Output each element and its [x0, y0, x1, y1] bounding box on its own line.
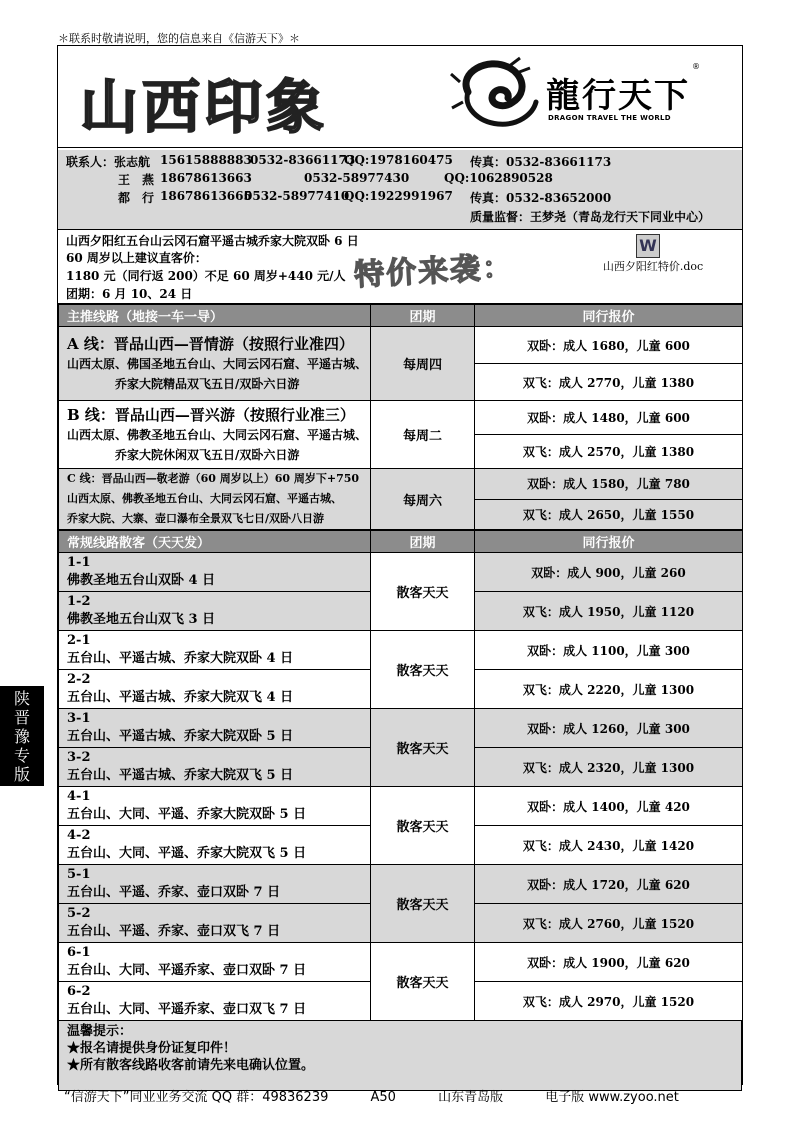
contact-mobile: 18678613665: [160, 189, 252, 203]
route-code: 3-1: [67, 711, 91, 726]
route-code: 3-2: [67, 750, 91, 765]
group-cell: 散客天天: [371, 709, 475, 787]
table-row: [59, 327, 743, 364]
route-code: 1-1: [67, 555, 91, 570]
price-header: 同行报价: [475, 305, 743, 327]
price-cell: 双卧：成人 1720，儿童 620: [475, 865, 743, 904]
table-row: [59, 469, 743, 500]
route-cell: [59, 631, 371, 670]
route-name: 五台山、大同、平遥、乔家大院双飞 5 日: [67, 846, 307, 861]
route-name: 佛教圣地五台山双卧 4 日: [67, 573, 216, 588]
route-cell: [59, 592, 371, 631]
word-document-icon[interactable]: W: [636, 234, 660, 258]
price-cell: 双卧：成人 1580，儿童 780: [475, 469, 743, 500]
price-cell: 双卧：成人 1480，儿童 600: [475, 401, 743, 435]
side-tab-char: 版: [13, 765, 30, 784]
content-area: [58, 150, 742, 1091]
side-tab-char: 晋: [13, 708, 30, 727]
group-cell: 每周二: [371, 401, 475, 469]
route-header: 主推线路（地接一车一导）: [59, 305, 371, 327]
group-header: 团期: [371, 305, 475, 327]
route-name: 佛教圣地五台山双飞 3 日: [67, 612, 216, 627]
edition-side-tab: [0, 686, 44, 786]
promo-block: [58, 230, 742, 304]
table-row: [59, 709, 743, 748]
tips-title: 温馨提示：: [67, 1024, 133, 1039]
table-row: [59, 787, 743, 826]
price-cell: 双飞：成人 2650，儿童 1550: [475, 499, 743, 530]
table-row: [59, 943, 743, 982]
route-name: 五台山、平遥、乔家、壶口双飞 7 日: [67, 924, 281, 939]
route-name: 五台山、大同、平遥乔家、壶口双卧 7 日: [67, 963, 307, 978]
price-cell: 双卧：成人 1900，儿童 620: [475, 943, 743, 982]
page-footer: [64, 1086, 717, 1105]
header-banner: [58, 46, 742, 148]
route-code: 5-2: [67, 906, 91, 921]
route-cell: [59, 943, 371, 982]
promo-title: 山西夕阳红五台山云冈石窟平遥古城乔家大院双卧 6 日: [66, 234, 359, 248]
route-desc: 山西太原、佛教圣地五台山、大同云冈石窟、平遥古城、: [67, 428, 368, 442]
route-code: 1-2: [67, 594, 91, 609]
website-link[interactable]: 电子版 www.zyoo.net: [545, 1090, 679, 1105]
contact-name: 都 行: [118, 191, 155, 205]
price-cell: 双卧：成人 900，儿童 260: [475, 553, 743, 592]
group-cell: 散客天天: [371, 865, 475, 943]
group-cell: 每周六: [371, 469, 475, 530]
route-name: 五台山、平遥古城、乔家大院双飞 4 日: [67, 690, 294, 705]
price-header: 同行报价: [475, 531, 743, 553]
route-code: 6-1: [67, 945, 91, 960]
logo-english: DRAGON TRAVEL THE WORLD: [548, 114, 671, 122]
group-cell: 散客天天: [371, 787, 475, 865]
contact-fax: 传真：0532-83661173: [470, 155, 612, 169]
page-title: 山西印象: [80, 73, 329, 141]
price-cell: 双卧：成人 1260，儿童 300: [475, 709, 743, 748]
side-tab-char: 陕: [13, 689, 30, 708]
route-desc: 乔家大院精品双飞五日/双卧六日游: [115, 377, 300, 391]
route-code: 4-2: [67, 828, 91, 843]
route-cell: [59, 904, 371, 943]
route-cell: [59, 401, 371, 469]
contacts-block: [58, 150, 742, 230]
route-name: 五台山、大同、平遥乔家、壶口双飞 7 日: [67, 1002, 307, 1017]
info-source-note: ＊联系时敬请说明，您的信息来自《信游天下》＊: [58, 32, 300, 45]
price-cell: 双飞：成人 2430，儿童 1420: [475, 826, 743, 865]
edition-label: 山东青岛版: [438, 1090, 504, 1105]
group-cell: 散客天天: [371, 631, 475, 709]
contact-phone: 0532-58977430: [304, 171, 410, 185]
contact-qq: QQ:1062890528: [444, 171, 553, 185]
group-cell: 散客天天: [371, 943, 475, 1021]
route-cell: [59, 748, 371, 787]
route-header: 常规线路散客（天天发）: [59, 531, 371, 553]
route-cell: [59, 670, 371, 709]
contact-qq: QQ:1922991967: [344, 189, 453, 203]
table-row: [59, 401, 743, 435]
route-cell: [59, 553, 371, 592]
group-cell: 每周四: [371, 327, 475, 401]
route-desc: 乔家大院休闲双飞五日/双卧六日游: [115, 448, 300, 462]
document-link[interactable]: 山西夕阳红特价.doc: [602, 260, 704, 273]
promo-price: 1180 元（同行返 200）不足 60 周岁+440 元/人: [66, 269, 346, 283]
route-desc: 山西太原、佛国圣地五台山、大同云冈石窟、平遥古城、: [67, 357, 368, 371]
table-header: [59, 531, 743, 553]
price-cell: 双飞：成人 2770，儿童 1380: [475, 364, 743, 401]
table-row: [59, 553, 743, 592]
route-cell: [59, 826, 371, 865]
side-tab-char: 专: [13, 746, 30, 765]
contact-phone: 0532-58977410: [244, 189, 350, 203]
price-cell: 双卧：成人 1400，儿童 420: [475, 787, 743, 826]
promo-price-label: 60 周岁以上建议直客价：: [66, 251, 207, 265]
price-cell: 双飞：成人 1950，儿童 1120: [475, 592, 743, 631]
dragon-icon: [448, 52, 543, 138]
side-tab-char: 豫: [13, 727, 30, 746]
contact-qq: QQ:1978160475: [344, 153, 453, 167]
route-code: 2-2: [67, 672, 91, 687]
contact-mobile: 18678613663: [160, 171, 252, 185]
route-name: 五台山、平遥古城、乔家大院双卧 5 日: [67, 729, 294, 744]
route-cell: [59, 982, 371, 1021]
contact-name: 王 燕: [118, 173, 155, 187]
company-logo: [448, 52, 728, 138]
route-name: 五台山、大同、平遥、乔家大院双卧 5 日: [67, 807, 307, 822]
route-name: 五台山、平遥古城、乔家大院双卧 4 日: [67, 651, 294, 666]
route-cell: [59, 327, 371, 401]
quality-supervision: 质量监督：王梦尧（青岛龙行天下同业中心）: [470, 210, 711, 224]
contact-mobile: 15615888883: [160, 153, 252, 167]
route-name: 五台山、平遥、乔家、壶口双卧 7 日: [67, 885, 281, 900]
route-name: B 线：晋品山西—晋兴游（按照行业准三）: [67, 406, 355, 424]
tip-item: ★报名请提供身份证复印件！: [67, 1041, 237, 1056]
route-desc: 乔家大院、大寨、壶口瀑布全景双飞七日/双卧八日游: [67, 512, 325, 525]
route-name: 五台山、平遥古城、乔家大院双飞 5 日: [67, 768, 294, 783]
group-header: 团期: [371, 531, 475, 553]
tips-block: [58, 1021, 742, 1091]
group-cell: 散客天天: [371, 553, 475, 631]
table-header: [59, 305, 743, 327]
price-cell: 双飞：成人 2760，儿童 1520: [475, 904, 743, 943]
table-row: [59, 865, 743, 904]
route-desc: 山西太原、佛教圣地五台山、大同云冈石窟、平遥古城、: [67, 492, 342, 505]
price-cell: 双卧：成人 1680，儿童 600: [475, 327, 743, 364]
tip-item: ★所有散客线路收客前请先来电确认位置。: [67, 1058, 315, 1073]
price-cell: 双飞：成人 2220，儿童 1300: [475, 670, 743, 709]
price-cell: 双飞：成人 2970，儿童 1520: [475, 982, 743, 1021]
route-code: 4-1: [67, 789, 91, 804]
contact-name: 联系人：张志航: [66, 155, 151, 169]
promo-dates: 团期：6 月 10、24 日: [66, 287, 193, 301]
featured-routes-table: [58, 304, 743, 530]
contact-phone: 0532-83661173: [250, 153, 356, 167]
route-cell: [59, 865, 371, 904]
regular-routes-table: [58, 530, 743, 1021]
route-code: 2-1: [67, 633, 91, 648]
route-name: A 线：晋品山西—晋情游（按照行业准四）: [67, 335, 354, 353]
logo-chinese: 龍行天下: [546, 76, 690, 116]
route-cell: [59, 469, 371, 530]
route-cell: [59, 787, 371, 826]
route-code: 6-2: [67, 984, 91, 999]
ad-frame: [57, 45, 743, 1085]
registered-mark: ®: [692, 62, 700, 71]
contact-fax: 传真：0532-83652000: [470, 191, 612, 205]
price-cell: 双飞：成人 2570，儿童 1380: [475, 435, 743, 469]
route-name: C 线：晋品山西—敬老游（60 周岁以上）60 周岁下+750: [67, 472, 360, 485]
special-offer-banner: 特价来袭：: [353, 249, 515, 294]
route-cell: [59, 709, 371, 748]
price-cell: 双飞：成人 2320，儿童 1300: [475, 748, 743, 787]
qq-group: “信游天下”同业业务交流 QQ 群：49836239: [64, 1090, 329, 1105]
table-row: [59, 631, 743, 670]
page-number: A50: [370, 1090, 396, 1105]
price-cell: 双卧：成人 1100，儿童 300: [475, 631, 743, 670]
route-code: 5-1: [67, 867, 91, 882]
